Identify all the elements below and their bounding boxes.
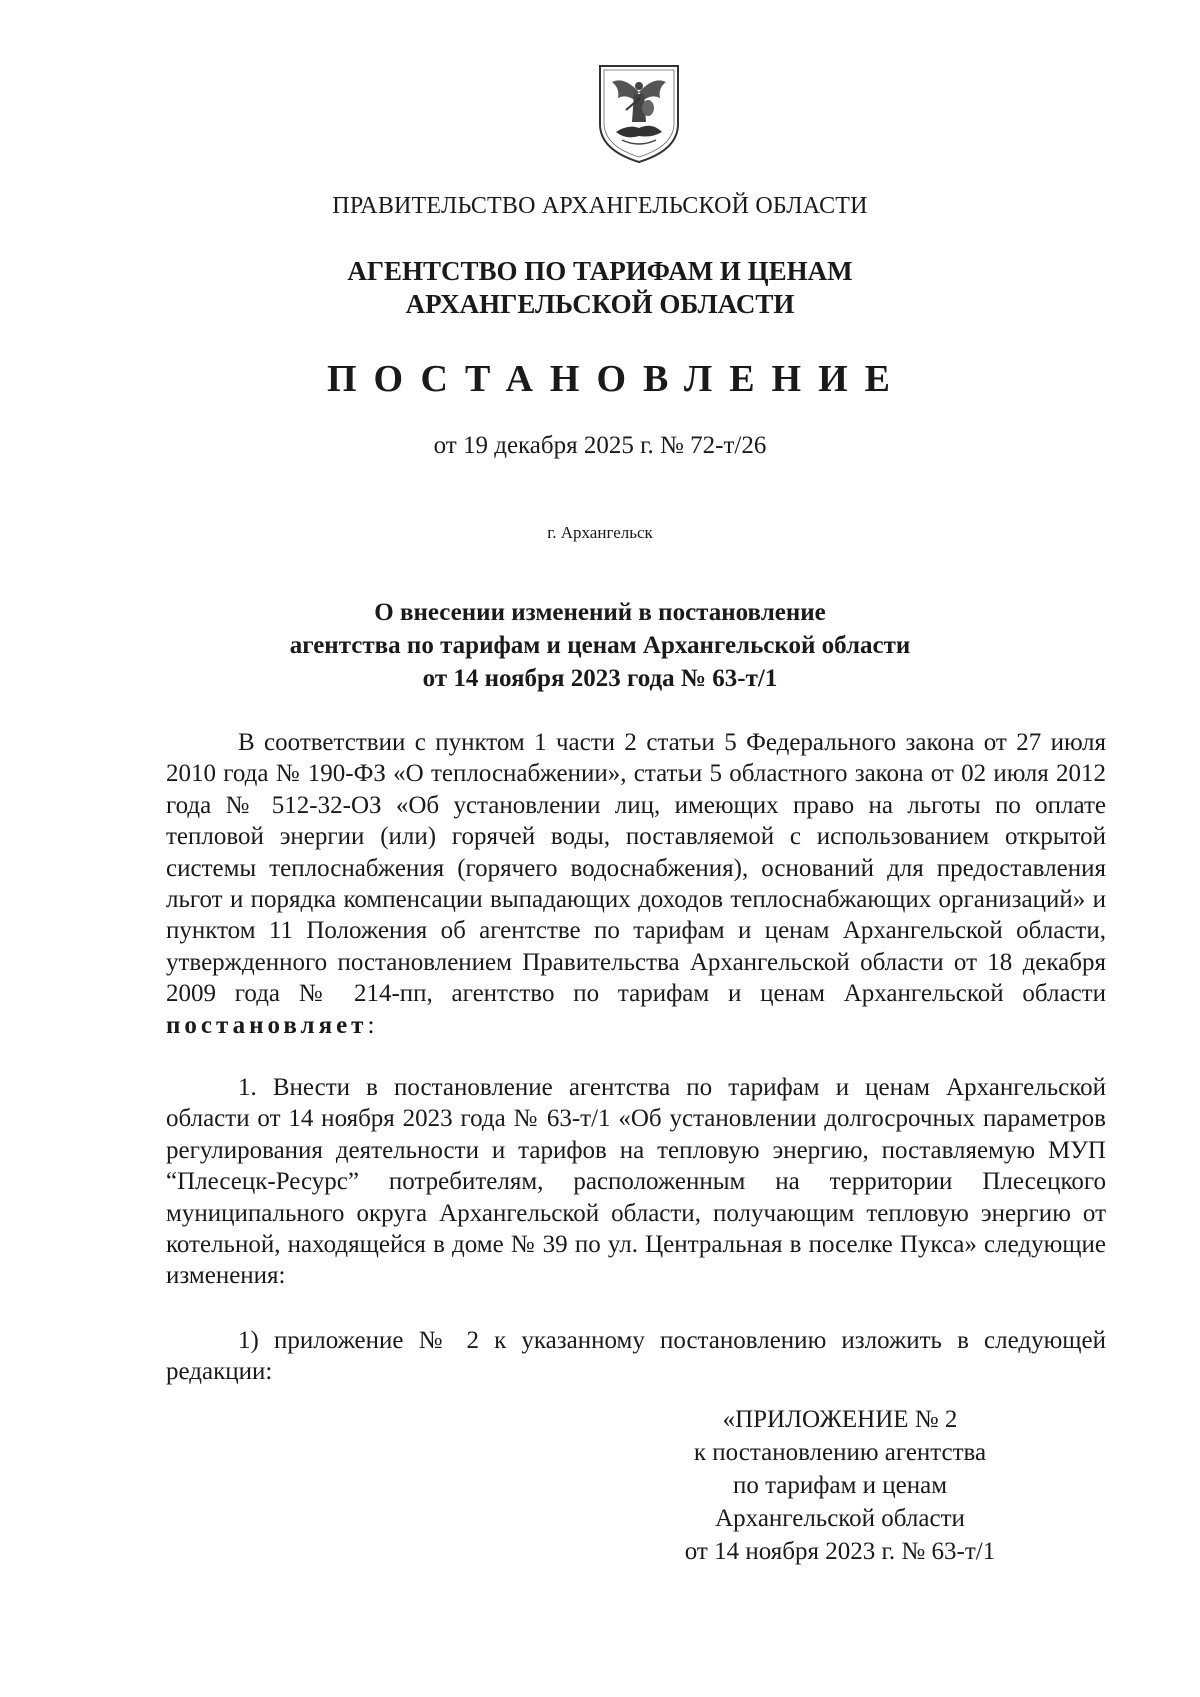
agency-line-1: АГЕНТСТВО ПО ТАРИФАМ И ЦЕНАМ	[347, 256, 853, 286]
body-paragraph-1	[166, 727, 1106, 1041]
document-city: г. Архангельск	[547, 523, 653, 542]
body-paragraph-3: 1) приложение № 2 к указанному постановлению изложить в следующей редакции:	[166, 1327, 1106, 1386]
paragraph-1-end: :	[367, 1011, 375, 1039]
resolves-keyword: постановляет	[166, 1011, 368, 1039]
document-date-number: от 19 декабря 2025 г. № 72-т/26	[433, 432, 767, 459]
agency-line-2: АРХАНГЕЛЬСКОЙ ОБЛАСТИ	[405, 289, 795, 319]
document-type-title: ПОСТАНОВЛЕНИЕ	[326, 358, 908, 400]
appendix-line-4: Архангельской области	[715, 1505, 965, 1532]
subject-line-1: О внесении изменений в постановление	[374, 599, 826, 626]
government-heading: ПРАВИТЕЛЬСТВО АРХАНГЕЛЬСКОЙ ОБЛАСТИ	[332, 193, 868, 219]
agency-heading	[0, 255, 1200, 321]
appendix-line-5: от 14 ноября 2023 г. № 63-т/1	[684, 1538, 996, 1565]
appendix-line-1: «ПРИЛОЖЕНИЕ № 2	[722, 1406, 958, 1433]
body-paragraph-2: 1. Внести в постановление агентства по тарифам и ценам Архангельской области от 14 ноября 2023 года № 63-т/1 «Об установлении долгосрочных параметров регулирования деятельности и тарифов на тепловую энергию, поставляемую МУП “Плесецк-Ресурс” потребителям, расположенным на территории Плесецкого муниципального округа Архангельской области, получающим тепловую энергию от котельной, находящейся в доме № 39 по ул. Центральная в поселке Пукса» следующие изменения:	[166, 1074, 1106, 1290]
appendix-reference	[650, 1403, 1030, 1568]
paragraph-1-text: В соответствии с пунктом 1 части 2 статьи 5 Федерального закона от 27 июля 2010 года № 190-ФЗ «О теплоснабжении», статьи 5 областного закона от 02 июля 2012 года № 512-32-ОЗ «Об установлении лиц, имеющих право на льготы по оплате тепловой энергии (или) горячей воды, поставляемой с использованием открытой системы теплоснабжения (горячего водоснабжения), оснований для предоставления льгот и порядка компенсации выпадающих доходов теплоснабжающих организаций» и пунктом 11 Положения об агентстве по тарифам и ценам Архангельской области, утвержденного постановлением Правительства Архангельской области от 18 декабря 2009 года № 214-пп, агентство по тарифам и ценам Архангельской области	[166, 729, 1106, 1008]
subject-line-2: агентства по тарифам и ценам Архангельской области	[289, 632, 911, 659]
archangel-coat-of-arms-icon	[596, 62, 682, 166]
appendix-line-2: к постановлению агентства	[693, 1439, 987, 1466]
subject-line-3: от 14 ноября 2023 года № 63-т/1	[422, 665, 778, 692]
appendix-line-3: по тарифам и ценам	[732, 1472, 948, 1499]
document-subject	[0, 596, 1200, 695]
